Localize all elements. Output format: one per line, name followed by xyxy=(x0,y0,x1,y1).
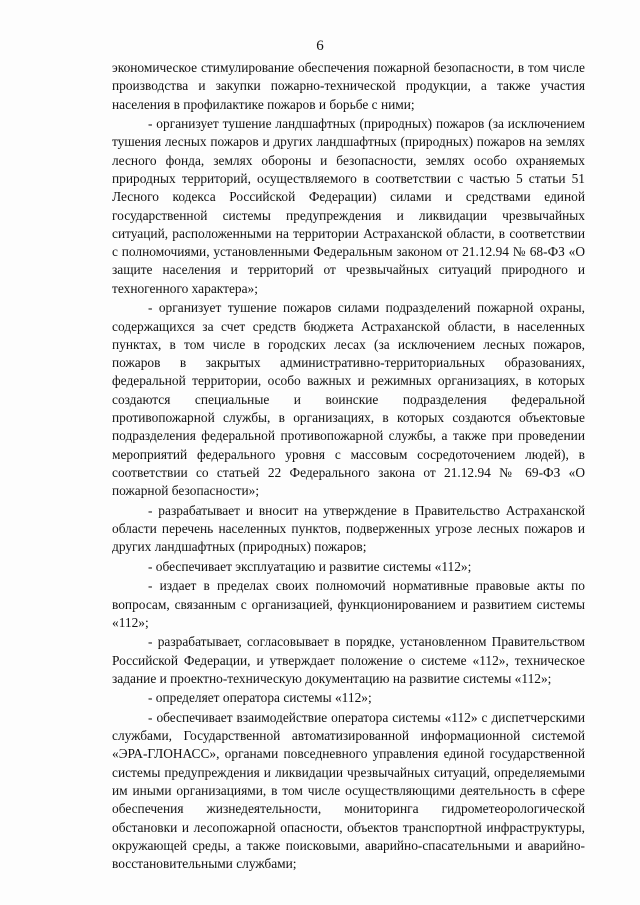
document-body xyxy=(112,59,585,875)
paragraph: - издает в пределах своих полномочий нормативные правовые акты по вопросам, связанным с организацией, функционированием и развитием системы «112»; xyxy=(112,578,585,630)
page-number: 6 xyxy=(316,38,324,54)
paragraph: - разрабатывает и вносит на утверждение в Правительство Астраханской области перечень населенных пунктов, подверженных угрозе лесных пожаров и других ландшафтных (природных) пожаров; xyxy=(112,502,585,555)
paragraph: - организует тушение пожаров силами подразделений пожарной охраны, содержащихся за счет средств бюджета Астраханской области, в населенных пунктах, в том числе в городских лесах (за исключением лесных пожаров, пожаров в закрытых административно-территориальных образованиях, федеральной территории, особо важных и режимных организациях, в которых создаются специальные и воинские подразделения федеральной противопожарной службы, в организациях, в которых создаются объектовые подразделения федеральной противопожарной службы, а также при проведении мероприятий федерального уровня с массовым сосредоточением людей), в соответствии со статьей 22 Федерального закона от 21.12.94 № 69-ФЗ «О пожарной безопасности»; xyxy=(112,300,585,499)
paragraph: - определяет оператора системы «112»; xyxy=(148,690,372,706)
paragraph: экономическое стимулирование обеспечения пожарной безопасности, в том числе производства и закупки пожарно-технической продукции, а также участия населения в профилактике пожаров и борьбе с ними; xyxy=(112,60,585,112)
paragraph: - обеспечивает взаимодействие оператора системы «112» с диспетчерскими службами, Государственной автоматизированной информационной системой «ЭРА-ГЛОНАСС», органами повседневного управления единой государственной системы предупреждения и ликвидации чрезвычайных ситуаций, определяемыми им иными организациями, в том числе осуществляющими деятельность в сфере обеспечения жизнедеятельности, мониторинга гидрометеорологической обстановки и лесопожарной опасности, объектов транспортной инфраструктуры, окружающей среды, а также поисковыми, аварийно-спасательными и аварийно-восстановительными службами; xyxy=(112,709,585,872)
paragraph: - обеспечивает эксплуатацию и развитие системы «112»; xyxy=(148,558,472,574)
paragraph: - разрабатывает, согласовывает в порядке, установленном Правительством Российской Федерации, и утверждает положение о системе «112», техническое задание и проектно-техническую документацию на развитие системы «112»; xyxy=(112,634,585,686)
paragraph: - организует тушение ландшафтных (природных) пожаров (за исключением тушения лесных пожаров и других ландшафтных (природных) пожаров на землях лесного фонда, землях обороны и безопасности, землях особо охраняемых природных территорий, осуществляемого в соответствии с частью 5 статьи 51 Лесного кодекса Российской Федерации) силами и средствами единой государственной системы предупреждения и ликвидации чрезвычайных ситуаций, расположенными на территории Астраханской области, в соответствии с полномочиями, установленными Федеральным законом от 21.12.94 № 68-ФЗ «О защите населения и территорий от чрезвычайных ситуаций природного и техногенного характера»; xyxy=(112,116,585,296)
